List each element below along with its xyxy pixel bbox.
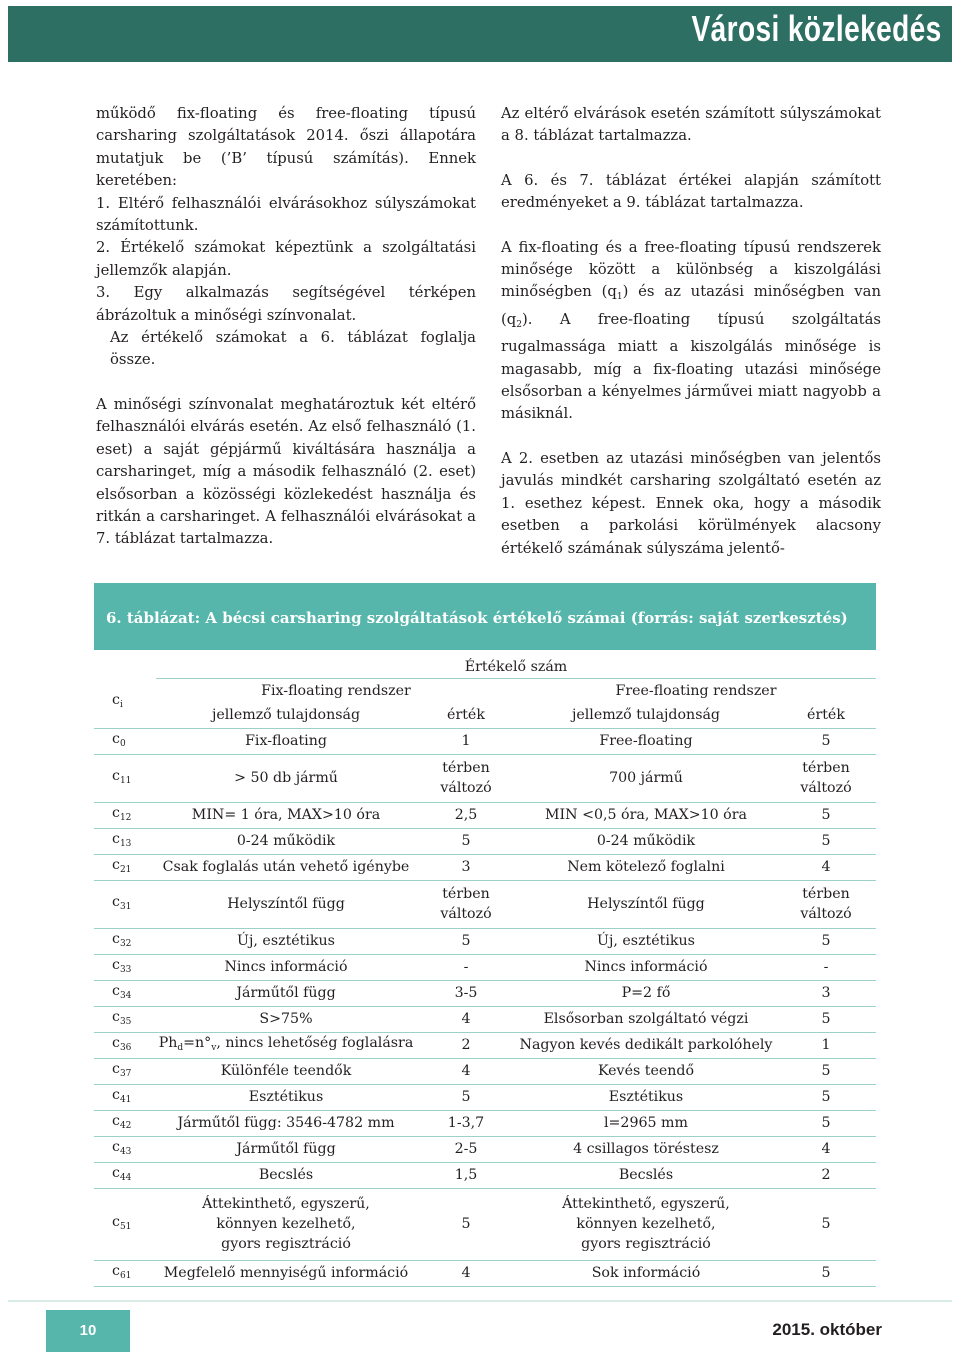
table-row bbox=[94, 728, 876, 754]
left-paragraph-3: A minőségi színvonalat meghatároztuk két eltérő felhasználói elvárás esetén. Az első felhasználó (1. eset) a saját gépjármű kiváltására használja a carsharinget, míg a második felhasználó (2. eset) elsősorban a közösségi közlekedést használja és ritkán a carsharinget. A felhasználói elvárásokat a 7. táblázat tartalmazza. bbox=[96, 395, 476, 548]
table-row bbox=[94, 828, 876, 854]
list-item-2: 2. Értékelő számokat képeztünk a szolgáltatási jellemzők alapján. bbox=[96, 239, 476, 279]
row-fix-value: 5 bbox=[416, 928, 516, 954]
row-fix-value: térben változó bbox=[416, 880, 516, 928]
row-fix-property: Új, esztétikus bbox=[156, 928, 416, 954]
row-ci: $c_{41}$ bbox=[94, 1084, 156, 1110]
row-free-property: Sok információ bbox=[516, 1260, 776, 1286]
row-ci: $c_{21}$ bbox=[94, 854, 156, 880]
table-row bbox=[94, 1032, 876, 1058]
row-free-property: Elsősorban szolgáltató végzi bbox=[516, 1006, 776, 1032]
row-fix-property: S>75% bbox=[156, 1006, 416, 1032]
table-row bbox=[94, 1162, 876, 1188]
section-title: Városi közlekedés bbox=[691, 8, 942, 49]
row-fix-value: 1-3,7 bbox=[416, 1110, 516, 1136]
table-header-ci: $c_i$ bbox=[94, 678, 156, 728]
row-free-value: 4 bbox=[776, 1136, 876, 1162]
row-free-value: 5 bbox=[776, 728, 876, 754]
row-free-value: 5 bbox=[776, 1058, 876, 1084]
row-ci: $c_{37}$ bbox=[94, 1058, 156, 1084]
evaluation-table bbox=[94, 650, 876, 1287]
row-free-property: Kevés teendő bbox=[516, 1058, 776, 1084]
right-paragraph-1: Az eltérő elvárások esetén számított súlyszámokat a 8. táblázat tartalmazza. bbox=[501, 105, 881, 145]
row-free-value: 5 bbox=[776, 1006, 876, 1032]
right-column bbox=[501, 103, 881, 560]
row-fix-property: 0-24 működik bbox=[156, 828, 416, 854]
row-fix-property: Járműtől függ bbox=[156, 1136, 416, 1162]
row-free-property: P=2 fő bbox=[516, 980, 776, 1006]
row-free-property: Becslés bbox=[516, 1162, 776, 1188]
row-fix-property: > 50 db jármű bbox=[156, 754, 416, 802]
row-fix-value: 3 bbox=[416, 854, 516, 880]
table-row bbox=[94, 1006, 876, 1032]
row-fix-value: 5 bbox=[416, 1084, 516, 1110]
table-row bbox=[94, 802, 876, 828]
row-fix-property: Megfelelő mennyiségű információ bbox=[156, 1260, 416, 1286]
row-fix-value: 3-5 bbox=[416, 980, 516, 1006]
table-header-free-prop: jellemző tulajdonság bbox=[516, 703, 776, 728]
row-free-value: 5 bbox=[776, 928, 876, 954]
row-ci: $c_{44}$ bbox=[94, 1162, 156, 1188]
row-free-value: - bbox=[776, 954, 876, 980]
row-fix-property: Nincs információ bbox=[156, 954, 416, 980]
page-number: 10 bbox=[46, 1310, 130, 1352]
right-paragraph-4: A 2. esetben az utazási minőségben van jelentős javulás mindkét carsharing szolgáltató esetén az 1. esethez képest. Ennek oka, hogy a második esetben a parkolási körülmények alacsony értékelő számának súlyszáma jelentő- bbox=[501, 449, 881, 557]
row-free-value: térben változó bbox=[776, 754, 876, 802]
left-paragraph-2: Az értékelő számokat a 6. táblázat foglalja össze. bbox=[110, 329, 476, 369]
row-ci: $c_0$ bbox=[94, 728, 156, 754]
row-fix-value: 2 bbox=[416, 1032, 516, 1058]
row-ci: $c_{42}$ bbox=[94, 1110, 156, 1136]
row-fix-property: Járműtől függ: 3546-4782 mm bbox=[156, 1110, 416, 1136]
row-free-value: térben változó bbox=[776, 880, 876, 928]
table-header-fix-val: érték bbox=[416, 703, 516, 728]
row-free-property: Nem kötelező foglalni bbox=[516, 854, 776, 880]
row-free-property: Nagyon kevés dedikált parkolóhely bbox=[516, 1032, 776, 1058]
row-fix-value: 1 bbox=[416, 728, 516, 754]
row-ci: $c_{43}$ bbox=[94, 1136, 156, 1162]
row-free-value: 1 bbox=[776, 1032, 876, 1058]
row-fix-value: 4 bbox=[416, 1006, 516, 1032]
row-free-property: 4 csillagos töréstesz bbox=[516, 1136, 776, 1162]
table-header-fix-prop: jellemző tulajdonság bbox=[156, 703, 416, 728]
row-free-property: Nincs információ bbox=[516, 954, 776, 980]
row-fix-value: - bbox=[416, 954, 516, 980]
table-row bbox=[94, 954, 876, 980]
list-item-3: 3. Egy alkalmazás segítségével térképen ábrázoltuk a minőségi színvonalat. bbox=[96, 284, 476, 324]
row-free-property: 700 jármű bbox=[516, 754, 776, 802]
row-ci: $c_{51}$ bbox=[94, 1188, 156, 1260]
table-header-fix: Fix-floating rendszer bbox=[261, 682, 411, 699]
row-free-value: 3 bbox=[776, 980, 876, 1006]
table-row bbox=[94, 854, 876, 880]
row-fix-value: 5 bbox=[416, 1188, 516, 1260]
table-row bbox=[94, 1260, 876, 1286]
table-row bbox=[94, 980, 876, 1006]
row-free-property: l=2965 mm bbox=[516, 1110, 776, 1136]
row-fix-property: Járműtől függ bbox=[156, 980, 416, 1006]
row-free-value: 2 bbox=[776, 1162, 876, 1188]
row-free-value: 5 bbox=[776, 1110, 876, 1136]
row-fix-value: 1,5 bbox=[416, 1162, 516, 1188]
row-ci: $c_{12}$ bbox=[94, 802, 156, 828]
table-header-free: Free-floating rendszer bbox=[615, 682, 777, 699]
table-header-free-val: érték bbox=[776, 703, 876, 728]
table-row bbox=[94, 928, 876, 954]
row-free-value: 5 bbox=[776, 1188, 876, 1260]
row-ci: $c_{36}$ bbox=[94, 1032, 156, 1058]
table-caption: 6. táblázat: A bécsi carsharing szolgáltatások értékelő számai (forrás: saját szerkesztés) bbox=[94, 583, 876, 650]
row-fix-property: Helyszíntől függ bbox=[156, 880, 416, 928]
table-row bbox=[94, 754, 876, 802]
row-fix-value: 4 bbox=[416, 1058, 516, 1084]
row-fix-value: 2,5 bbox=[416, 802, 516, 828]
row-fix-property: Becslés bbox=[156, 1162, 416, 1188]
row-ci: $c_{31}$ bbox=[94, 880, 156, 928]
row-ci: $c_{35}$ bbox=[94, 1006, 156, 1032]
right-paragraph-2: A 6. és 7. táblázat értékei alapján számított eredményeket a 9. táblázat tartalmazza. bbox=[501, 171, 881, 212]
table-row bbox=[94, 1058, 876, 1084]
table-row bbox=[94, 1188, 876, 1260]
row-fix-property: MIN= 1 óra, MAX>10 óra bbox=[156, 802, 416, 828]
row-fix-property: Különféle teendők bbox=[156, 1058, 416, 1084]
row-free-property: 0-24 működik bbox=[516, 828, 776, 854]
row-free-property: Áttekinthető, egyszerű, könnyen kezelhető, gyors regisztráció bbox=[516, 1188, 776, 1260]
row-free-value: 5 bbox=[776, 828, 876, 854]
row-free-value: 4 bbox=[776, 854, 876, 880]
row-fix-property: Esztétikus bbox=[156, 1084, 416, 1110]
row-free-property: Free-floating bbox=[516, 728, 776, 754]
list-item-1: 1. Eltérő felhasználói elvárásokhoz súlyszámokat számítottunk. bbox=[96, 194, 476, 235]
row-fix-property: Áttekinthető, egyszerű, könnyen kezelhető, gyors regisztráció bbox=[156, 1188, 416, 1260]
row-fix-value: térben változó bbox=[416, 754, 516, 802]
row-fix-property: Fix-floating bbox=[156, 728, 416, 754]
table-row bbox=[94, 1110, 876, 1136]
row-ci: $c_{13}$ bbox=[94, 828, 156, 854]
row-ci: $c_{32}$ bbox=[94, 928, 156, 954]
row-fix-value: 4 bbox=[416, 1260, 516, 1286]
table-row bbox=[94, 880, 876, 928]
row-free-property: Új, esztétikus bbox=[516, 928, 776, 954]
row-ci: $c_{33}$ bbox=[94, 954, 156, 980]
table-row bbox=[94, 1084, 876, 1110]
issue-date: 2015. október bbox=[772, 1320, 882, 1339]
table-6 bbox=[94, 583, 876, 1281]
row-free-value: 5 bbox=[776, 1084, 876, 1110]
row-free-value: 5 bbox=[776, 802, 876, 828]
row-ci: $c_{61}$ bbox=[94, 1260, 156, 1286]
row-free-value: 5 bbox=[776, 1260, 876, 1286]
table-row bbox=[94, 1136, 876, 1162]
row-fix-property: $Ph_d=n^\circ_v$, nincs lehetőség foglalásra bbox=[156, 1032, 416, 1058]
row-ci: $c_{34}$ bbox=[94, 980, 156, 1006]
row-fix-value: 5 bbox=[416, 828, 516, 854]
table-header-evaluation: Értékelő szám bbox=[156, 650, 876, 678]
right-paragraph-3: A fix-floating és a free-floating típusú rendszerek minősége között a különbség a kiszolgálási minőségben $(q_1)$ és az utazási minőségben van $(q_2)$. A free-floating típusú szolgáltatás rugalmassága miatt a kiszolgálás minősége is magasabb, míg a fix-floating utazási minősége elsősorban a kényelmes járművei miatt nagyobb a másiknál. bbox=[501, 238, 881, 423]
left-paragraph-1: működő fix-floating és free-floating típusú carsharing szolgáltatások 2014. őszi állapotára mutatjuk be (’B’ típusú számítás). Ennek keretében: bbox=[96, 105, 476, 190]
row-free-property: MIN <0,5 óra, MAX>10 óra bbox=[516, 802, 776, 828]
row-fix-property: Csak foglalás után vehető igénybe bbox=[156, 854, 416, 880]
row-free-property: Helyszíntől függ bbox=[516, 880, 776, 928]
row-fix-value: 2-5 bbox=[416, 1136, 516, 1162]
left-column bbox=[96, 103, 476, 551]
row-ci: $c_{11}$ bbox=[94, 754, 156, 802]
row-free-property: Esztétikus bbox=[516, 1084, 776, 1110]
